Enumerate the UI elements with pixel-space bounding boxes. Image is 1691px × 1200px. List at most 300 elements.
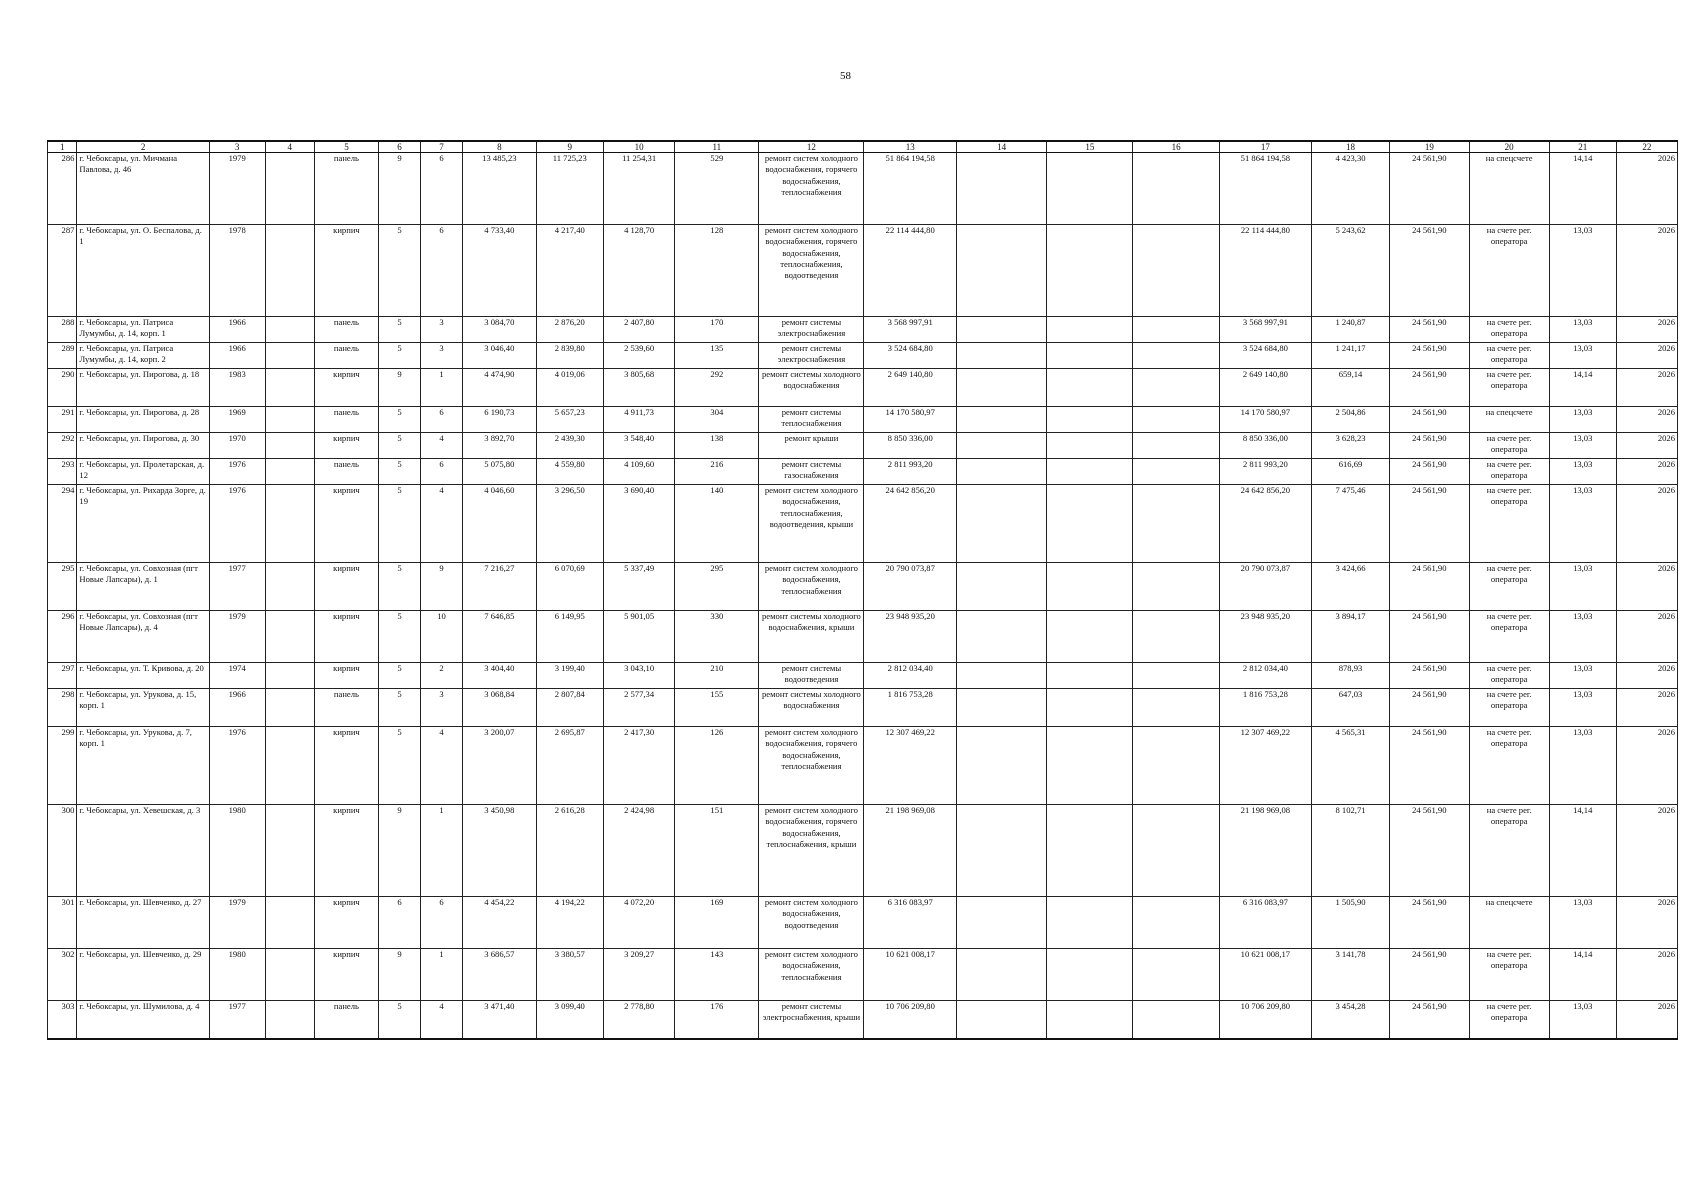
cell-n: 290: [48, 369, 77, 407]
table-row: [48, 485, 1678, 563]
cell-area: 3 068,84: [463, 689, 537, 727]
cell-c4: [265, 407, 314, 433]
cell-work: ремонт системы теплоснабжения: [759, 407, 864, 433]
cell-limit: 24 561,90: [1389, 611, 1469, 663]
column-header-14: 14: [956, 141, 1046, 153]
cell-n: 298: [48, 689, 77, 727]
cell-c15: [1047, 1001, 1133, 1039]
cell-area-res: 4 128,70: [603, 225, 674, 317]
cell-cost: 20 790 073,87: [864, 563, 956, 611]
cell-method: на счете рег. оператора: [1469, 805, 1549, 897]
cell-per-m2: 3 894,17: [1312, 611, 1390, 663]
cell-addr: г. Чебоксары, ул. Хевешская, д. 3: [77, 805, 209, 897]
cell-addr: г. Чебоксары, ул. Урукова, д. 7, корп. 1: [77, 727, 209, 805]
cell-n: 300: [48, 805, 77, 897]
cell-c14: [956, 317, 1046, 343]
cell-plan-year: 2026: [1616, 433, 1677, 459]
cell-c14: [956, 611, 1046, 663]
cell-limit: 24 561,90: [1389, 153, 1469, 225]
cell-limit: 24 561,90: [1389, 407, 1469, 433]
cell-rate: 14,14: [1549, 369, 1616, 407]
cell-area-res: 3 209,27: [603, 949, 674, 1001]
cell-limit: 24 561,90: [1389, 459, 1469, 485]
cell-cost-total: 10 706 209,80: [1219, 1001, 1311, 1039]
cell-n: 303: [48, 1001, 77, 1039]
cell-c4: [265, 433, 314, 459]
cell-area: 3 046,40: [463, 343, 537, 369]
cell-cost: 23 948 935,20: [864, 611, 956, 663]
cell-work: ремонт системы электроснабжения: [759, 317, 864, 343]
cell-area-res: 4 072,20: [603, 897, 674, 949]
cell-per-m2: 3 141,78: [1312, 949, 1390, 1001]
cell-c15: [1047, 563, 1133, 611]
cell-area: 7 646,85: [463, 611, 537, 663]
cell-area-res: 2 424,98: [603, 805, 674, 897]
cell-mat: панель: [314, 459, 378, 485]
cell-c4: [265, 153, 314, 225]
cell-cost-total: 21 198 969,08: [1219, 805, 1311, 897]
cell-limit: 24 561,90: [1389, 897, 1469, 949]
cell-year: 1976: [209, 459, 265, 485]
cell-c16: [1133, 1001, 1219, 1039]
cell-limit: 24 561,90: [1389, 433, 1469, 459]
column-header-5: 5: [314, 141, 378, 153]
cell-c14: [956, 407, 1046, 433]
cell-c4: [265, 459, 314, 485]
cell-plan-year: 2026: [1616, 805, 1677, 897]
cell-area-res: 5 337,49: [603, 563, 674, 611]
cell-c14: [956, 369, 1046, 407]
cell-rate: 13,03: [1549, 433, 1616, 459]
cell-cost-total: 12 307 469,22: [1219, 727, 1311, 805]
cell-area-living: 3 296,50: [536, 485, 603, 563]
column-header-3: 3: [209, 141, 265, 153]
cell-c14: [956, 1001, 1046, 1039]
cell-people: 210: [675, 663, 759, 689]
cell-mat: панель: [314, 343, 378, 369]
cell-cost: 21 198 969,08: [864, 805, 956, 897]
cell-work: ремонт системы электроснабжения, крыши: [759, 1001, 864, 1039]
cell-area: 4 474,90: [463, 369, 537, 407]
cell-mat: кирпич: [314, 727, 378, 805]
cell-entr: 10: [421, 611, 463, 663]
cell-mat: панель: [314, 317, 378, 343]
column-header-7: 7: [421, 141, 463, 153]
cell-rate: 13,03: [1549, 485, 1616, 563]
table-row: [48, 317, 1678, 343]
cell-floors: 5: [379, 611, 421, 663]
column-header-9: 9: [536, 141, 603, 153]
cell-work: ремонт систем холодного водоснабжения, водоотведения: [759, 897, 864, 949]
cell-area-res: 2 539,60: [603, 343, 674, 369]
cell-floors: 5: [379, 563, 421, 611]
cell-method: на счете рег. оператора: [1469, 433, 1549, 459]
table-row: [48, 369, 1678, 407]
cell-floors: 5: [379, 727, 421, 805]
cell-entr: 6: [421, 225, 463, 317]
cell-floors: 9: [379, 153, 421, 225]
cell-c16: [1133, 459, 1219, 485]
cell-rate: 14,14: [1549, 949, 1616, 1001]
cell-method: на счете рег. оператора: [1469, 225, 1549, 317]
cell-c15: [1047, 897, 1133, 949]
column-header-8: 8: [463, 141, 537, 153]
cell-cost-total: 6 316 083,97: [1219, 897, 1311, 949]
cell-c16: [1133, 485, 1219, 563]
cell-area-living: 4 559,80: [536, 459, 603, 485]
cell-rate: 13,03: [1549, 611, 1616, 663]
cell-year: 1980: [209, 805, 265, 897]
cell-floors: 9: [379, 949, 421, 1001]
cell-plan-year: 2026: [1616, 727, 1677, 805]
column-header-10: 10: [603, 141, 674, 153]
cell-n: 286: [48, 153, 77, 225]
cell-method: на счете рег. оператора: [1469, 1001, 1549, 1039]
cell-work: ремонт системы электроснабжения: [759, 343, 864, 369]
cell-method: на счете рег. оператора: [1469, 689, 1549, 727]
cell-cost-total: 8 850 336,00: [1219, 433, 1311, 459]
cell-rate: 14,14: [1549, 805, 1616, 897]
cell-n: 288: [48, 317, 77, 343]
cell-plan-year: 2026: [1616, 485, 1677, 563]
cell-c4: [265, 805, 314, 897]
cell-entr: 6: [421, 897, 463, 949]
cell-method: на спецсчете: [1469, 407, 1549, 433]
cell-floors: 5: [379, 343, 421, 369]
cell-limit: 24 561,90: [1389, 369, 1469, 407]
cell-floors: 9: [379, 369, 421, 407]
cell-c16: [1133, 369, 1219, 407]
cell-plan-year: 2026: [1616, 563, 1677, 611]
column-header-22: 22: [1616, 141, 1677, 153]
cell-method: на счете рег. оператора: [1469, 343, 1549, 369]
cell-entr: 4: [421, 727, 463, 805]
cell-c16: [1133, 727, 1219, 805]
table-row: [48, 225, 1678, 317]
cell-c15: [1047, 317, 1133, 343]
cell-plan-year: 2026: [1616, 459, 1677, 485]
cell-work: ремонт систем холодного водоснабжения, горячего водоснабжения, теплоснабжения: [759, 727, 864, 805]
cell-c4: [265, 485, 314, 563]
cell-plan-year: 2026: [1616, 343, 1677, 369]
table-row: [48, 459, 1678, 485]
cell-mat: панель: [314, 407, 378, 433]
cell-work: ремонт системы водоотведения: [759, 663, 864, 689]
cell-work: ремонт систем холодного водоснабжения, горячего водоснабжения, теплоснабжения: [759, 153, 864, 225]
cell-c16: [1133, 663, 1219, 689]
cell-area: 3 200,07: [463, 727, 537, 805]
cell-c14: [956, 663, 1046, 689]
cell-per-m2: 3 454,28: [1312, 1001, 1390, 1039]
column-header-19: 19: [1389, 141, 1469, 153]
cell-per-m2: 2 504,86: [1312, 407, 1390, 433]
cell-n: 289: [48, 343, 77, 369]
cell-work: ремонт системы холодного водоснабжения: [759, 689, 864, 727]
cell-area-living: 2 616,28: [536, 805, 603, 897]
cell-cost: 8 850 336,00: [864, 433, 956, 459]
cell-method: на счете рег. оператора: [1469, 485, 1549, 563]
cell-c4: [265, 317, 314, 343]
cell-c4: [265, 727, 314, 805]
cell-c14: [956, 949, 1046, 1001]
cell-people: 128: [675, 225, 759, 317]
cell-cost-total: 20 790 073,87: [1219, 563, 1311, 611]
cell-area-living: 4 019,06: [536, 369, 603, 407]
cell-c15: [1047, 225, 1133, 317]
cell-area-living: 4 217,40: [536, 225, 603, 317]
cell-c14: [956, 153, 1046, 225]
column-header-17: 17: [1219, 141, 1311, 153]
cell-work: ремонт системы холодного водоснабжения, крыши: [759, 611, 864, 663]
column-header-11: 11: [675, 141, 759, 153]
cell-cost-total: 2 649 140,80: [1219, 369, 1311, 407]
cell-area-living: 6 070,69: [536, 563, 603, 611]
cell-addr: г. Чебоксары, ул. Патриса Лумумбы, д. 14, корп. 2: [77, 343, 209, 369]
cell-entr: 6: [421, 153, 463, 225]
cell-rate: 14,14: [1549, 153, 1616, 225]
cell-area-living: 6 149,95: [536, 611, 603, 663]
cell-n: 293: [48, 459, 77, 485]
cell-limit: 24 561,90: [1389, 689, 1469, 727]
cell-cost-total: 1 816 753,28: [1219, 689, 1311, 727]
cell-method: на спецсчете: [1469, 897, 1549, 949]
cell-area-res: 2 778,80: [603, 1001, 674, 1039]
cell-mat: панель: [314, 1001, 378, 1039]
table-row: [48, 727, 1678, 805]
cell-floors: 5: [379, 689, 421, 727]
cell-entr: 1: [421, 805, 463, 897]
table-row: [48, 897, 1678, 949]
table-row: [48, 563, 1678, 611]
cell-plan-year: 2026: [1616, 1001, 1677, 1039]
cell-cost-total: 14 170 580,97: [1219, 407, 1311, 433]
cell-addr: г. Чебоксары, ул. Шумилова, д. 4: [77, 1001, 209, 1039]
column-header-18: 18: [1312, 141, 1390, 153]
cell-rate: 13,03: [1549, 563, 1616, 611]
column-header-6: 6: [379, 141, 421, 153]
table-row: [48, 1001, 1678, 1039]
cell-area-res: 2 577,34: [603, 689, 674, 727]
cell-addr: г. Чебоксары, ул. О. Беспалова, д. 1: [77, 225, 209, 317]
cell-floors: 5: [379, 459, 421, 485]
cell-area-res: 3 548,40: [603, 433, 674, 459]
cell-per-m2: 3 628,23: [1312, 433, 1390, 459]
cell-rate: 13,03: [1549, 663, 1616, 689]
cell-entr: 4: [421, 1001, 463, 1039]
cell-c14: [956, 563, 1046, 611]
cell-floors: 9: [379, 805, 421, 897]
cell-cost: 10 621 008,17: [864, 949, 956, 1001]
cell-work: ремонт систем холодного водоснабжения, теплоснабжения: [759, 563, 864, 611]
cell-year: 1976: [209, 727, 265, 805]
cell-rate: 13,03: [1549, 897, 1616, 949]
cell-addr: г. Чебоксары, ул. Пирогова, д. 30: [77, 433, 209, 459]
cell-c16: [1133, 433, 1219, 459]
table-row: [48, 611, 1678, 663]
cell-mat: панель: [314, 689, 378, 727]
cell-floors: 5: [379, 663, 421, 689]
cell-addr: г. Чебоксары, ул. Шевченко, д. 27: [77, 897, 209, 949]
cell-limit: 24 561,90: [1389, 727, 1469, 805]
cell-cost: 1 816 753,28: [864, 689, 956, 727]
cell-area-res: 3 805,68: [603, 369, 674, 407]
cell-cost-total: 3 568 997,91: [1219, 317, 1311, 343]
cell-year: 1970: [209, 433, 265, 459]
cell-per-m2: 616,69: [1312, 459, 1390, 485]
cell-mat: кирпич: [314, 369, 378, 407]
cell-people: 529: [675, 153, 759, 225]
cell-addr: г. Чебоксары, ул. Патриса Лумумбы, д. 14, корп. 1: [77, 317, 209, 343]
cell-cost: 14 170 580,97: [864, 407, 956, 433]
cell-c14: [956, 433, 1046, 459]
cell-cost: 2 649 140,80: [864, 369, 956, 407]
cell-cost: 3 524 684,80: [864, 343, 956, 369]
cell-entr: 9: [421, 563, 463, 611]
cell-mat: кирпич: [314, 805, 378, 897]
cell-year: 1976: [209, 485, 265, 563]
cell-year: 1979: [209, 611, 265, 663]
cell-area: 4 454,22: [463, 897, 537, 949]
cell-year: 1969: [209, 407, 265, 433]
cell-people: 304: [675, 407, 759, 433]
cell-mat: кирпич: [314, 225, 378, 317]
cell-area: 3 404,40: [463, 663, 537, 689]
cell-people: 216: [675, 459, 759, 485]
cell-cost-total: 22 114 444,80: [1219, 225, 1311, 317]
cell-addr: г. Чебоксары, ул. Урукова, д. 15, корп. 1: [77, 689, 209, 727]
table-row: [48, 805, 1678, 897]
table-body: [48, 153, 1678, 1039]
cell-floors: 6: [379, 897, 421, 949]
cell-entr: 3: [421, 317, 463, 343]
cell-people: 151: [675, 805, 759, 897]
cell-plan-year: 2026: [1616, 369, 1677, 407]
cell-area: 13 485,23: [463, 153, 537, 225]
cell-method: на спецсчете: [1469, 153, 1549, 225]
table-row: [48, 433, 1678, 459]
cell-year: 1980: [209, 949, 265, 1001]
cell-area: 7 216,27: [463, 563, 537, 611]
cell-per-m2: 878,93: [1312, 663, 1390, 689]
cell-c14: [956, 459, 1046, 485]
cell-people: 143: [675, 949, 759, 1001]
cell-cost-total: 3 524 684,80: [1219, 343, 1311, 369]
table-row: [48, 949, 1678, 1001]
cell-people: 295: [675, 563, 759, 611]
cell-c4: [265, 949, 314, 1001]
cell-n: 301: [48, 897, 77, 949]
cell-rate: 13,03: [1549, 727, 1616, 805]
cell-people: 292: [675, 369, 759, 407]
cell-work: ремонт систем холодного водоснабжения, теплоснабжения, водоотведения, крыши: [759, 485, 864, 563]
cell-area-living: 3 380,57: [536, 949, 603, 1001]
cell-n: 296: [48, 611, 77, 663]
cell-area-living: 4 194,22: [536, 897, 603, 949]
cell-method: на счете рег. оператора: [1469, 611, 1549, 663]
cell-area-living: 2 695,87: [536, 727, 603, 805]
cell-cost: 12 307 469,22: [864, 727, 956, 805]
cell-people: 155: [675, 689, 759, 727]
cell-entr: 4: [421, 485, 463, 563]
cell-area-res: 3 690,40: [603, 485, 674, 563]
cell-people: 138: [675, 433, 759, 459]
cell-c15: [1047, 153, 1133, 225]
cell-rate: 13,03: [1549, 225, 1616, 317]
cell-floors: 5: [379, 485, 421, 563]
cell-method: на счете рег. оператора: [1469, 727, 1549, 805]
cell-c16: [1133, 563, 1219, 611]
cell-entr: 6: [421, 407, 463, 433]
cell-addr: г. Чебоксары, ул. Пирогова, д. 28: [77, 407, 209, 433]
cell-n: 295: [48, 563, 77, 611]
cell-mat: кирпич: [314, 897, 378, 949]
cell-addr: г. Чебоксары, ул. Совхозная (пгт Новые Лапсары), д. 1: [77, 563, 209, 611]
column-header-2: 2: [77, 141, 209, 153]
cell-area: 3 892,70: [463, 433, 537, 459]
cell-method: на счете рег. оператора: [1469, 949, 1549, 1001]
cell-per-m2: 1 240,87: [1312, 317, 1390, 343]
cell-method: на счете рег. оператора: [1469, 317, 1549, 343]
cell-c15: [1047, 689, 1133, 727]
cell-plan-year: 2026: [1616, 153, 1677, 225]
cell-year: 1974: [209, 663, 265, 689]
cell-c14: [956, 689, 1046, 727]
cell-per-m2: 8 102,71: [1312, 805, 1390, 897]
column-header-1: 1: [48, 141, 77, 153]
cell-plan-year: 2026: [1616, 317, 1677, 343]
cell-mat: кирпич: [314, 563, 378, 611]
cell-per-m2: 1 505,90: [1312, 897, 1390, 949]
cell-c16: [1133, 343, 1219, 369]
cell-area-res: 5 901,05: [603, 611, 674, 663]
cell-rate: 13,03: [1549, 407, 1616, 433]
cell-c15: [1047, 949, 1133, 1001]
cell-rate: 13,03: [1549, 459, 1616, 485]
cell-addr: г. Чебоксары, ул. Совхозная (пгт Новые Лапсары), д. 4: [77, 611, 209, 663]
cell-mat: кирпич: [314, 433, 378, 459]
cell-addr: г. Чебоксары, ул. Пролетарская, д. 12: [77, 459, 209, 485]
cell-limit: 24 561,90: [1389, 343, 1469, 369]
cell-area-res: 4 109,60: [603, 459, 674, 485]
cell-n: 302: [48, 949, 77, 1001]
cell-area: 4 733,40: [463, 225, 537, 317]
cell-area-res: 3 043,10: [603, 663, 674, 689]
cell-c4: [265, 225, 314, 317]
cell-c14: [956, 805, 1046, 897]
cell-c15: [1047, 459, 1133, 485]
cell-per-m2: 4 423,30: [1312, 153, 1390, 225]
cell-c16: [1133, 949, 1219, 1001]
table-row: [48, 407, 1678, 433]
cell-addr: г. Чебоксары, ул. Т. Кривова, д. 20: [77, 663, 209, 689]
cell-c4: [265, 1001, 314, 1039]
cell-area: 6 190,73: [463, 407, 537, 433]
cell-people: 140: [675, 485, 759, 563]
cell-cost: 2 812 034,40: [864, 663, 956, 689]
cell-per-m2: 659,14: [1312, 369, 1390, 407]
cell-n: 291: [48, 407, 77, 433]
cell-cost-total: 51 864 194,58: [1219, 153, 1311, 225]
cell-year: 1977: [209, 1001, 265, 1039]
cell-area: 3 450,98: [463, 805, 537, 897]
cell-limit: 24 561,90: [1389, 225, 1469, 317]
column-number-row: [48, 141, 1678, 153]
cell-limit: 24 561,90: [1389, 805, 1469, 897]
cell-per-m2: 7 475,46: [1312, 485, 1390, 563]
cell-entr: 1: [421, 369, 463, 407]
cell-floors: 5: [379, 225, 421, 317]
cell-entr: 2: [421, 663, 463, 689]
